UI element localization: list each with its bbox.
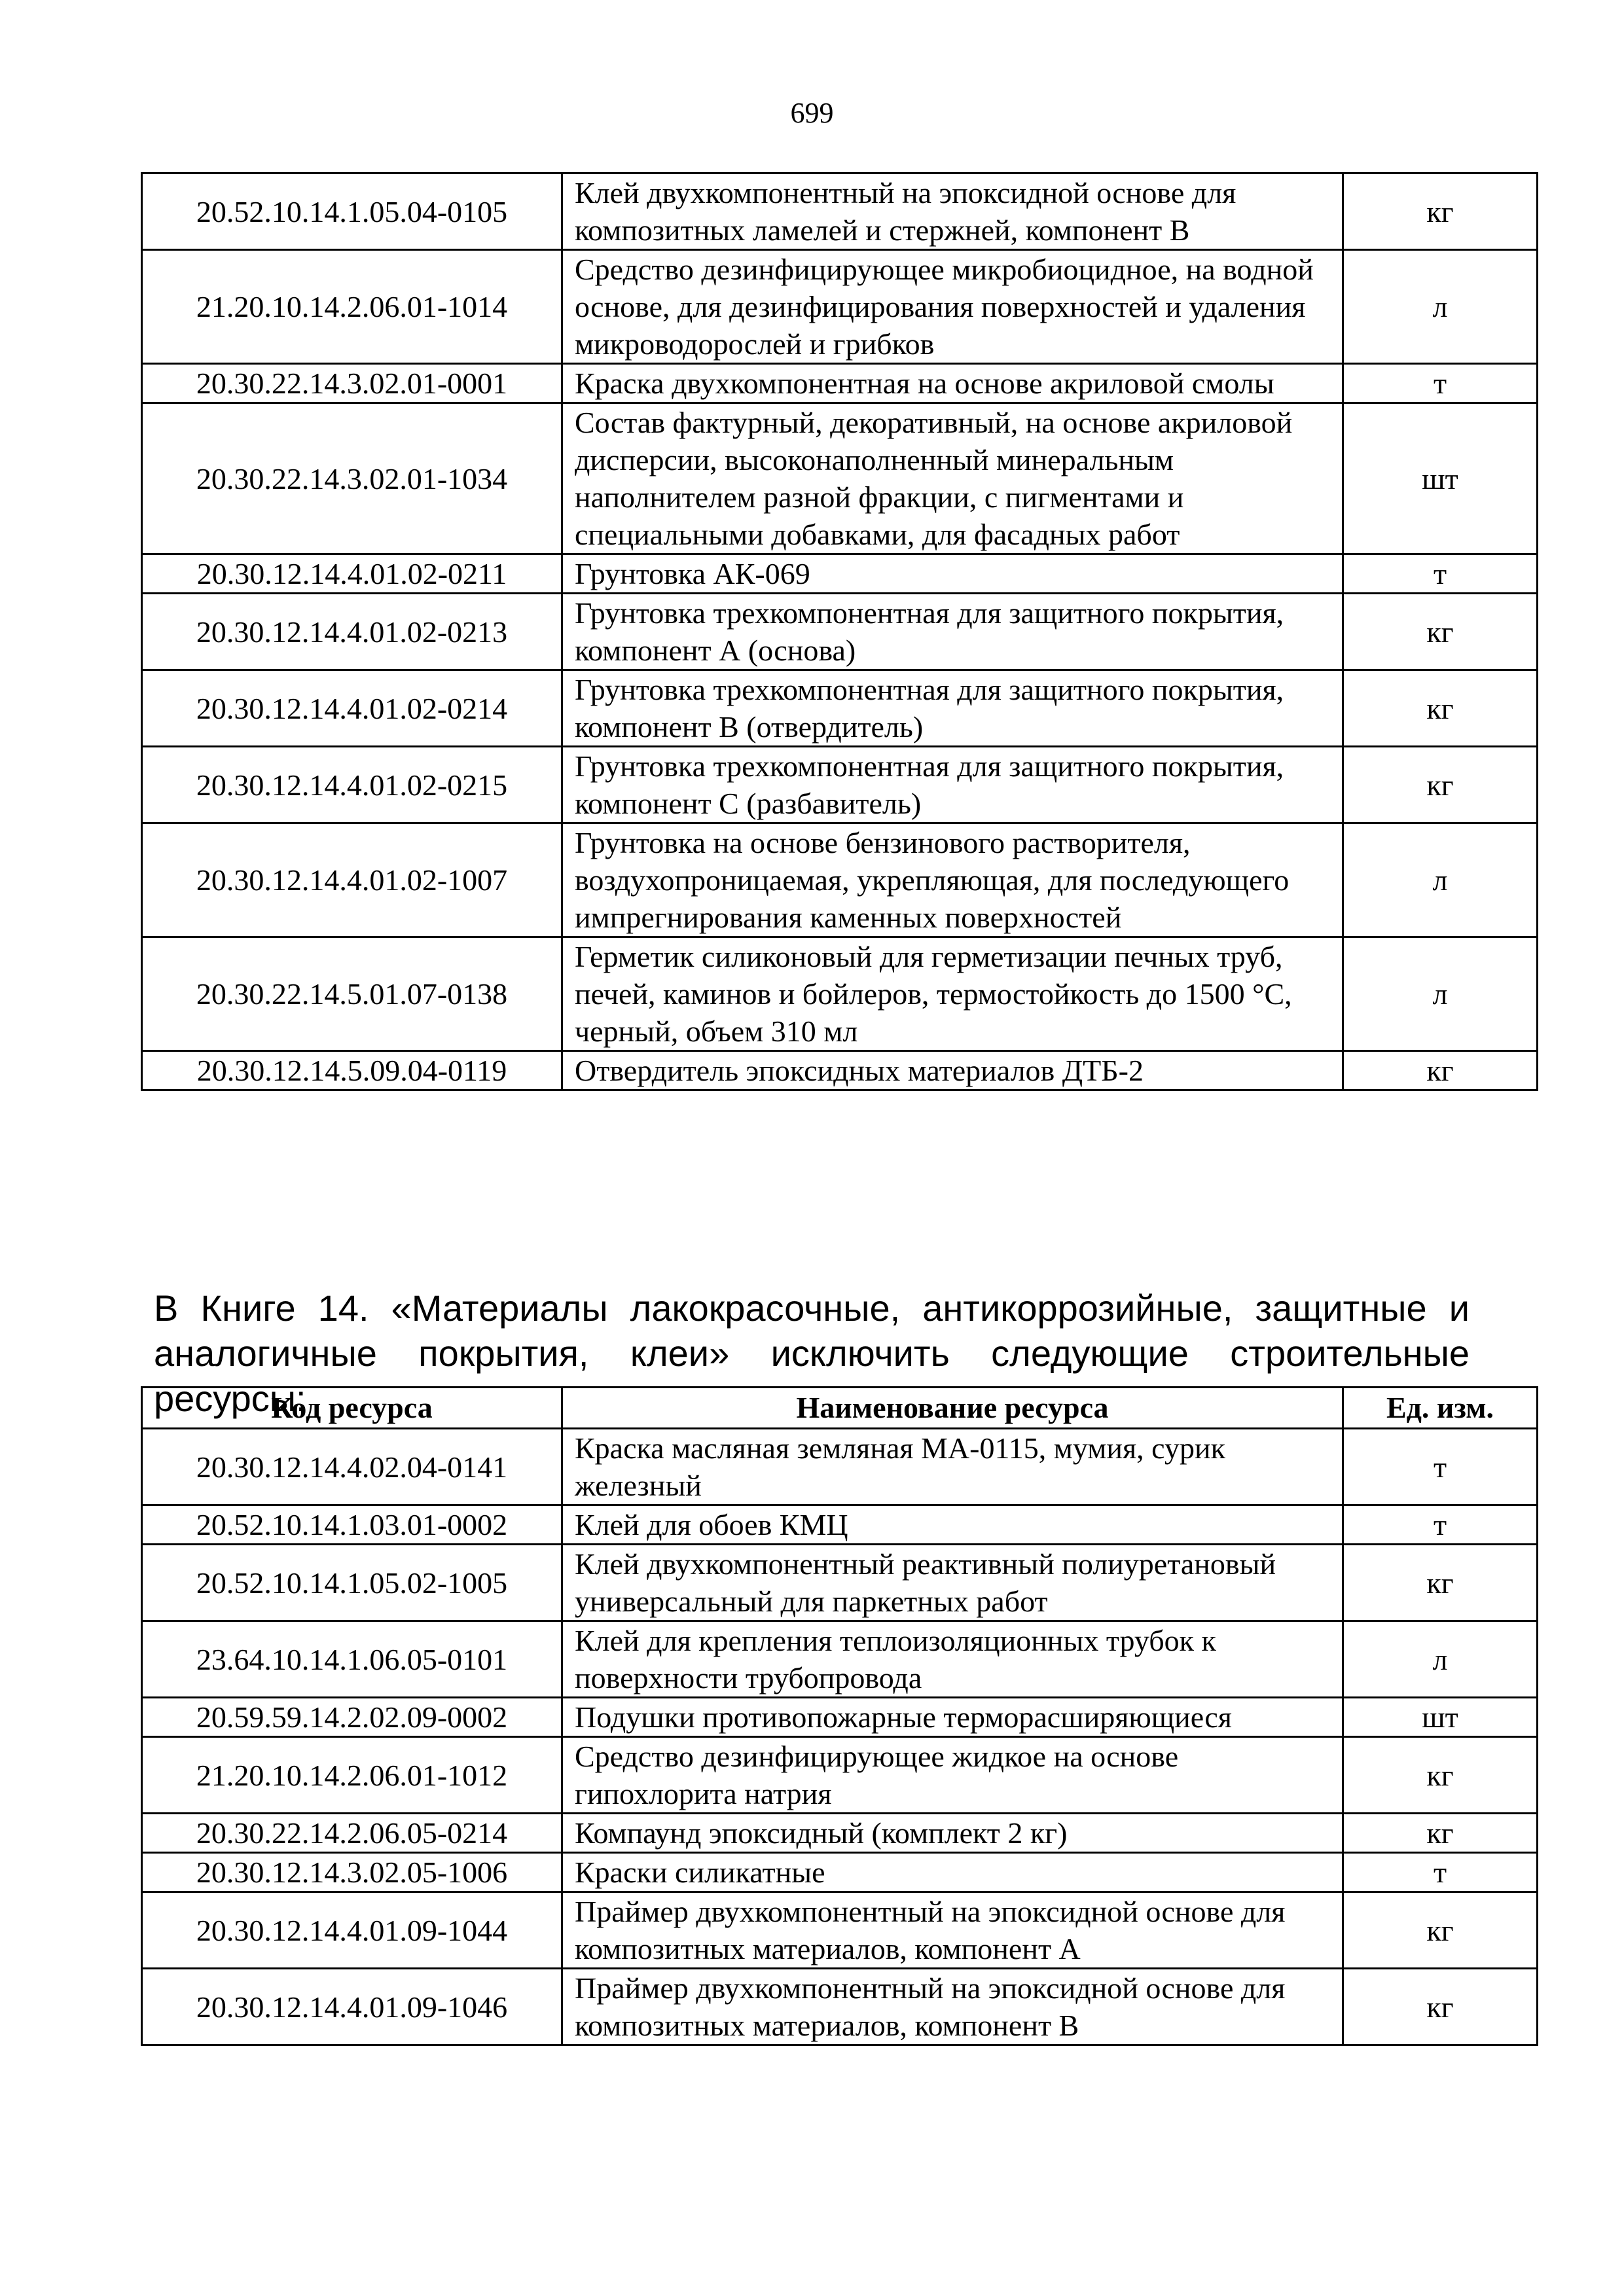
resource-unit: т — [1343, 1429, 1538, 1505]
resource-code: 20.30.12.14.4.01.02-0211 — [142, 554, 562, 594]
resource-code: 20.30.12.14.5.09.04-0119 — [142, 1051, 562, 1090]
resource-unit: кг — [1343, 1814, 1538, 1853]
table-row — [142, 1969, 1538, 2045]
resource-code: 20.30.22.14.3.02.01-0001 — [142, 364, 562, 403]
resource-unit: т — [1343, 1853, 1538, 1892]
table-row — [142, 1621, 1538, 1698]
table-row — [142, 250, 1538, 364]
resource-unit: кг — [1343, 1892, 1538, 1969]
resource-unit: т — [1343, 554, 1538, 594]
resource-unit: кг — [1343, 1545, 1538, 1621]
resource-unit: кг — [1343, 670, 1538, 747]
resource-unit: кг — [1343, 1737, 1538, 1814]
resource-name: Грунтовка на основе бензинового растворителя, воздухопроницаемая, укрепляющая, для последующего импрегнирования каменных поверхностей — [562, 823, 1343, 937]
resource-code: 20.52.10.14.1.05.02-1005 — [142, 1545, 562, 1621]
table-row — [142, 1737, 1538, 1814]
resource-unit: л — [1343, 937, 1538, 1051]
resource-name: Средство дезинфицирующее жидкое на основе гипохлорита натрия — [562, 1737, 1343, 1814]
resource-unit: шт — [1343, 1698, 1538, 1737]
resource-name: Клей двухкомпонентный реактивный полиуретановый универсальный для паркетных работ — [562, 1545, 1343, 1621]
resource-name: Краска двухкомпонентная на основе акриловой смолы — [562, 364, 1343, 403]
resource-table-continued — [141, 172, 1538, 1091]
resource-code: 20.30.12.14.4.02.04-0141 — [142, 1429, 562, 1505]
resource-code: 23.64.10.14.1.06.05-0101 — [142, 1621, 562, 1698]
resource-name: Средство дезинфицирующее микробиоцидное, на водной основе, для дезинфицирования поверхностей и удаления микроводорослей и грибков — [562, 250, 1343, 364]
table-body — [142, 173, 1538, 1090]
resource-unit: т — [1343, 364, 1538, 403]
table-header-row — [142, 1388, 1538, 1429]
resource-name: Клей двухкомпонентный на эпоксидной основе для композитных ламелей и стержней, компонент В — [562, 173, 1343, 250]
resource-code: 20.30.12.14.4.01.02-0214 — [142, 670, 562, 747]
page-number: 699 — [790, 97, 834, 129]
resource-code: 20.59.59.14.2.02.09-0002 — [142, 1698, 562, 1737]
resource-code: 20.30.12.14.4.01.02-1007 — [142, 823, 562, 937]
table-row — [142, 594, 1538, 670]
resource-unit: кг — [1343, 747, 1538, 823]
resource-code: 20.52.10.14.1.05.04-0105 — [142, 173, 562, 250]
resource-unit: л — [1343, 823, 1538, 937]
resource-name: Праймер двухкомпонентный на эпоксидной основе для композитных материалов, компонент В — [562, 1969, 1343, 2045]
resource-name: Состав фактурный, декоративный, на основе акриловой дисперсии, высоконаполненный минеральным наполнителем разной фракции, с пигментами и специальными добавками, для фасадных работ — [562, 403, 1343, 554]
table-row — [142, 1698, 1538, 1737]
resource-code: 20.30.12.14.4.01.02-0213 — [142, 594, 562, 670]
resource-unit: шт — [1343, 403, 1538, 554]
resource-name: Подушки противопожарные терморасширяющиеся — [562, 1698, 1343, 1737]
table-row — [142, 554, 1538, 594]
excluded-resources-table — [141, 1386, 1538, 2046]
resource-name: Компаунд эпоксидный (комплект 2 кг) — [562, 1814, 1343, 1853]
table-row — [142, 1545, 1538, 1621]
table-row — [142, 1505, 1538, 1545]
resource-code: 20.30.22.14.2.06.05-0214 — [142, 1814, 562, 1853]
resource-name: Грунтовка трехкомпонентная для защитного покрытия, компонент А (основа) — [562, 594, 1343, 670]
table-body — [142, 1429, 1538, 2045]
header-code: Код ресурса — [142, 1388, 562, 1429]
resource-name: Грунтовка АК-069 — [562, 554, 1343, 594]
header-name: Наименование ресурса — [562, 1388, 1343, 1429]
table-row — [142, 1429, 1538, 1505]
resource-unit: кг — [1343, 594, 1538, 670]
resource-name: Клей для крепления теплоизоляционных трубок к поверхности трубопровода — [562, 1621, 1343, 1698]
resource-code: 20.30.22.14.3.02.01-1034 — [142, 403, 562, 554]
resource-unit: л — [1343, 1621, 1538, 1698]
exclusion-paragraph: В Книге 14. «Материалы лакокрасочные, антикоррозийные, защитные и аналогичные покрытия, клеи» исключить следующие строительные ресурсы: — [154, 1287, 1470, 1419]
table-row — [142, 1853, 1538, 1892]
table-row — [142, 403, 1538, 554]
resource-name: Клей для обоев КМЦ — [562, 1505, 1343, 1545]
resource-name: Герметик силиконовый для герметизации печных труб, печей, каминов и бойлеров, термостойкость до 1500 °С, черный, объем 310 мл — [562, 937, 1343, 1051]
resource-code: 20.30.12.14.3.02.05-1006 — [142, 1853, 562, 1892]
resource-code: 20.30.12.14.4.01.09-1046 — [142, 1969, 562, 2045]
resource-name: Грунтовка трехкомпонентная для защитного покрытия, компонент В (отвердитель) — [562, 670, 1343, 747]
resource-name: Краска масляная земляная МА-0115, мумия, сурик железный — [562, 1429, 1343, 1505]
resource-unit: т — [1343, 1505, 1538, 1545]
table-row — [142, 823, 1538, 937]
resource-code: 20.52.10.14.1.03.01-0002 — [142, 1505, 562, 1545]
resource-code: 20.30.12.14.4.01.02-0215 — [142, 747, 562, 823]
resource-unit: кг — [1343, 1969, 1538, 2045]
table-row — [142, 1814, 1538, 1853]
resource-code: 21.20.10.14.2.06.01-1012 — [142, 1737, 562, 1814]
resource-name: Краски силикатные — [562, 1853, 1343, 1892]
resource-name: Праймер двухкомпонентный на эпоксидной основе для композитных материалов, компонент А — [562, 1892, 1343, 1969]
resource-unit: кг — [1343, 173, 1538, 250]
table-row — [142, 173, 1538, 250]
header-unit: Ед. изм. — [1343, 1388, 1538, 1429]
table-row — [142, 747, 1538, 823]
resource-name: Грунтовка трехкомпонентная для защитного покрытия, компонент С (разбавитель) — [562, 747, 1343, 823]
table-row — [142, 670, 1538, 747]
table-row — [142, 937, 1538, 1051]
table-row — [142, 1051, 1538, 1090]
resource-code: 20.30.22.14.5.01.07-0138 — [142, 937, 562, 1051]
resource-code: 21.20.10.14.2.06.01-1014 — [142, 250, 562, 364]
resource-unit: кг — [1343, 1051, 1538, 1090]
resource-code: 20.30.12.14.4.01.09-1044 — [142, 1892, 562, 1969]
resource-unit: л — [1343, 250, 1538, 364]
table-row — [142, 1892, 1538, 1969]
resource-name: Отвердитель эпоксидных материалов ДТБ-2 — [562, 1051, 1343, 1090]
table-row — [142, 364, 1538, 403]
